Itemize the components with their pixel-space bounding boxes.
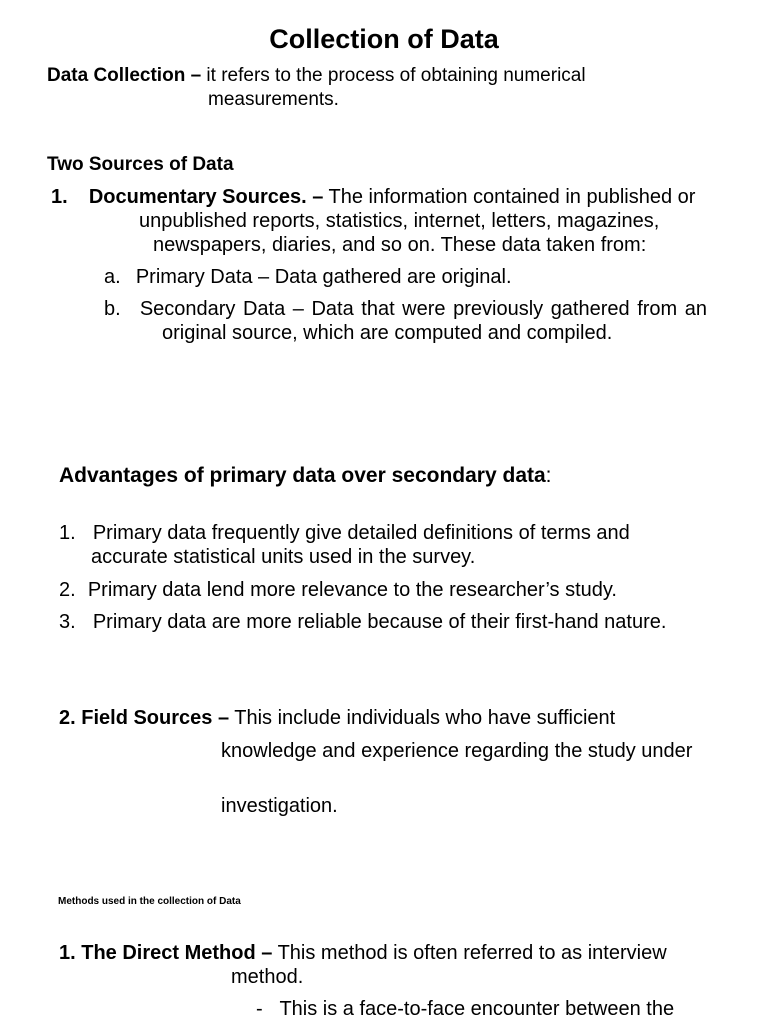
direct-method-text: This method is often referred to as interview	[272, 942, 667, 964]
documentary-text-line3: newspapers, diaries, and so on. These data taken from:	[153, 234, 647, 256]
direct-method-bullet	[256, 998, 674, 1021]
documentary-text-line2: unpublished reports, statistics, internet, letters, magazines,	[139, 210, 660, 232]
sub-item-marker: b.	[104, 298, 121, 320]
documentary-text: The information contained in published or	[323, 186, 696, 208]
sub-item-marker: a.	[104, 266, 121, 288]
list-text: Primary data lend more relevance to the researcher’s study.	[87, 579, 617, 601]
field-sources-text: This include individuals who have sufficient	[229, 707, 616, 729]
definition-text: it refers to the process of obtaining numerical	[201, 65, 586, 86]
advantages-heading-colon: :	[545, 464, 552, 487]
sub-item-text: Secondary Data – Data that were previously gathered from an	[139, 298, 708, 320]
field-sources-line	[59, 707, 615, 730]
advantages-heading: Advantages of primary data over secondary data	[59, 464, 546, 487]
definition-term: Data Collection –	[47, 65, 202, 86]
sub-item-secondary	[104, 298, 707, 321]
advantage-item-1	[59, 522, 630, 545]
direct-method-line2: method.	[231, 966, 304, 988]
list-text: Primary data are more reliable because of their first-hand nature.	[92, 611, 667, 633]
sub-item-primary	[104, 266, 512, 289]
documentary-item	[51, 186, 695, 209]
documentary-number: 1.	[51, 186, 68, 208]
definition-line	[47, 65, 586, 87]
field-sources-term: 2. Field Sources –	[59, 707, 230, 729]
methods-heading: Methods used in the collection of Data	[58, 896, 241, 907]
sources-heading: Two Sources of Data	[47, 154, 234, 175]
advantage-item-3	[59, 611, 666, 634]
direct-method-term: 1. The Direct Method –	[59, 942, 273, 964]
field-sources-line2: knowledge and experience regarding the study under	[221, 740, 693, 762]
list-marker: 2.	[59, 579, 76, 601]
advantages-heading-line	[59, 464, 552, 488]
field-sources-line3: investigation.	[221, 795, 338, 817]
documentary-term: Documentary Sources. –	[88, 186, 324, 208]
page-title: Collection of Data	[269, 24, 499, 54]
direct-method-line	[59, 942, 667, 965]
advantage-item-1-line2: accurate statistical units used in the survey.	[91, 546, 476, 568]
sub-item-text: Primary Data – Data gathered are original.	[135, 266, 512, 288]
list-marker: 3.	[59, 611, 76, 633]
bullet-text: This is a face-to-face encounter between the	[279, 998, 675, 1020]
advantage-item-2	[59, 579, 617, 602]
sub-item-secondary-line2: original source, which are computed and compiled.	[162, 322, 613, 344]
definition-text-continued: measurements.	[208, 89, 339, 110]
bullet-marker: -	[256, 998, 263, 1020]
list-marker: 1.	[59, 522, 76, 544]
list-text: Primary data frequently give detailed definitions of terms and	[92, 522, 630, 544]
